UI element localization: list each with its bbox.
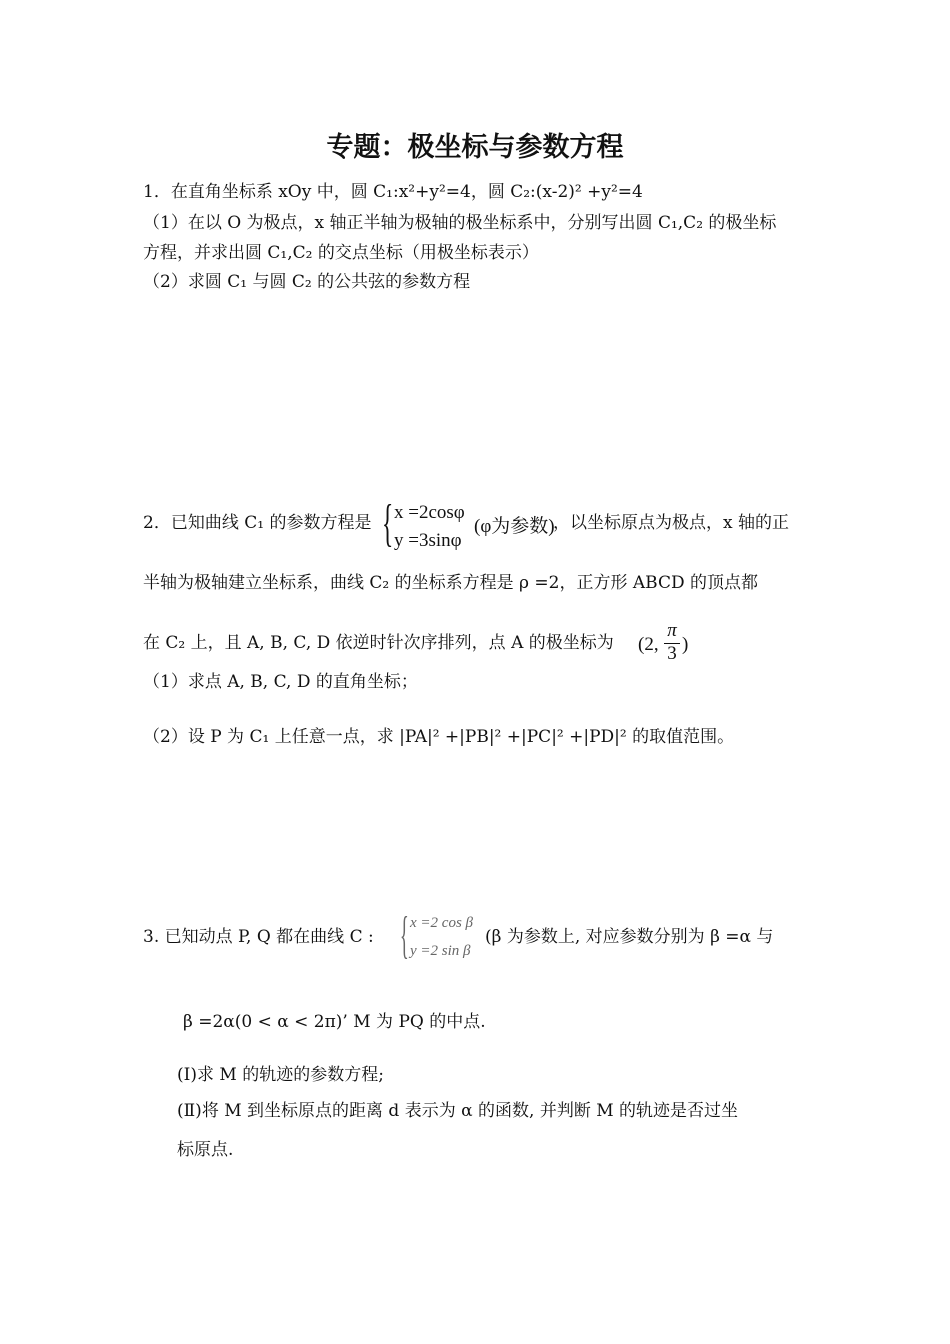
system-parameter-note: (φ为参数) [474,516,555,537]
fraction-numerator: π [664,620,680,644]
problem-2-line-1-prefix: 2．已知曲线 C₁ 的参数方程是 [143,513,372,533]
fraction-denominator: 3 [667,643,677,664]
problem-2-line-2: 半轴为极轴建立坐标系，曲线 C₂ 的坐标系方程是 ρ =2，正方形 ABCD 的顶点都 [143,573,759,593]
brace-icon: { [382,495,394,552]
problem-1-line-3: 方程，并求出圆 C₁,C₂ 的交点坐标（用极坐标表示） [143,243,539,263]
problem-3-line-1-suffix: (β 为参数上, 对应参数分别为 β =α 与 [485,927,774,947]
page-title: 专题：极坐标与参数方程 [326,132,624,163]
system-equation-2: y =3sinφ [394,530,462,551]
problem-1-line-2: （1）在以 O 为极点，x 轴正半轴为极轴的极坐标系中，分别写出圆 C₁,C₂ 的极坐标 [143,213,777,233]
problem-2-line-1-suffix: ，以坐标原点为极点，x 轴的正 [553,513,789,533]
brace-icon: { [400,907,409,964]
fraction-prefix: (2, [638,634,659,655]
system-equation-1: x =2cosφ [394,502,465,523]
problem-3-system [400,907,490,968]
problem-1-line-1: 1．在直角坐标系 xOy 中，圆 C₁:x²+y²=4，圆 C₂:(x-2)² +y²=4 [143,182,643,202]
system-equation-1: x =2 cos β [410,915,473,931]
system-equation-2: y =2 sin β [410,943,471,959]
problem-2-line-5: （2）设 P 为 C₁ 上任意一点，求 |PA|² +|PB|² +|PC|² +|PD|² 的取值范围。 [143,727,735,747]
problem-1-line-4: （2）求圆 C₁ 与圆 C₂ 的公共弦的参数方程 [143,272,471,292]
problem-3-line-3: (Ⅰ)求 M 的轨迹的参数方程; [177,1065,384,1085]
problem-3-line-1-prefix: 3. 已知动点 P, Q 都在曲线 C : [143,927,374,947]
problem-2-line-3: 在 C₂ 上，且 A, B, C, D 依逆时针次序排列，点 A 的极坐标为 [143,633,614,653]
problem-3-line-2: β =2α(0 < α < 2π)’ M 为 PQ 的中点. [183,1012,486,1032]
problem-3-line-5: 标原点. [177,1140,234,1160]
fraction-suffix: ) [682,634,689,655]
problem-2-line-4: （1）求点 A, B, C, D 的直角坐标； [143,672,418,692]
problem-3-line-4: (Ⅱ)将 M 到坐标原点的距离 d 表示为 α 的函数, 并判断 M 的轨迹是否过坐 [177,1101,739,1121]
problem-2-system [382,495,555,556]
